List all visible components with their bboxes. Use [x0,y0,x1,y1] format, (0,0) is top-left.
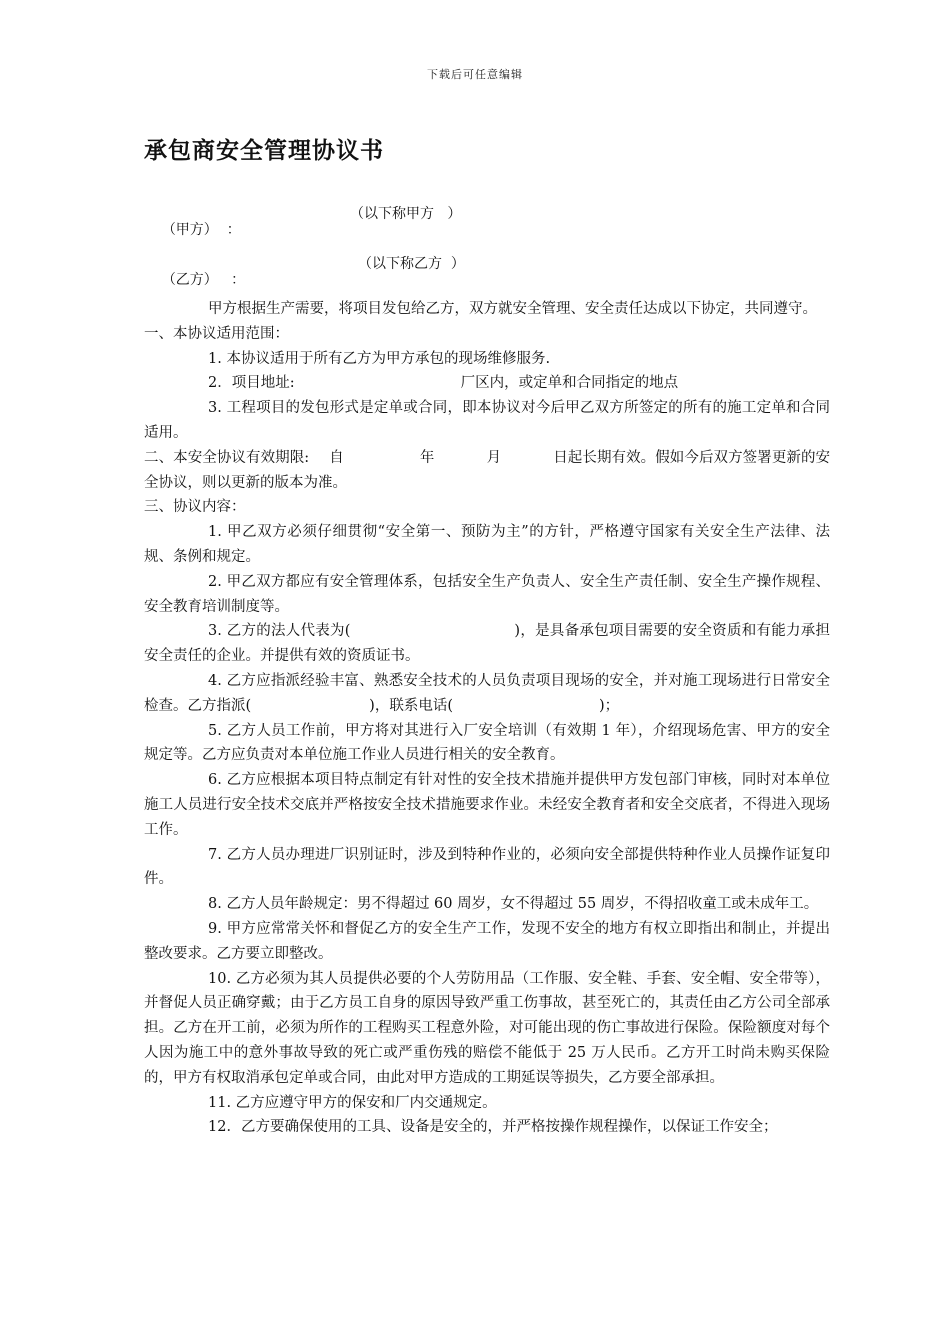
clause-10: 10. 乙方必须为其人员提供必要的个人劳防用品（工作服、安全鞋、手套、安全帽、安全带等），并督促人员正确穿戴；由于乙方员工自身的原因导致严重工伤事故，甚至死亡的，其责任由乙方公司全部承担。乙方在开工前，必须为所作的工程购买工程意外险，对可能出现的伤亡事故进行保险。保险额度对每个人因为施工中的意外事故导致的死亡或严重伤残的赔偿不能低于 25 万人民币。乙方开工时尚未购买保险的，甲方有权取消承包定单或合同，由此对甲方造成的工期延误等损失，乙方要全部承担。 [144,970,830,1086]
header-note: 下载后可任意编辑 [427,68,523,81]
party-b-label: （乙方） ： [161,272,246,288]
project-address-label: 2．项目地址: [208,375,295,392]
clause-2: 2. 甲乙双方都应有安全管理体系，包括安全生产负责人、安全生产责任制、安全生产操作规程、安全教育培训制度等。 [144,573,830,615]
project-address-text: 厂区内，或定单和合同指定的地点 [460,375,679,392]
validity-rest: 日起长期有效。假如今后双方签署更新的安全协议，则以更新的版本为准。 [144,449,831,491]
validity-year: 年 [419,449,435,466]
section-2-paragraph [144,446,830,496]
party-a-label: （甲方） ： [161,222,241,238]
clause-4-lead: 4. 乙方应指派经验丰富、熟悉安全技术的人员负责项目现场的安全，并对施工现场进行日常安全检查。乙方指派( [144,672,830,714]
section-1-item-1: 1. 本协议适用于所有乙方为甲方承包的现场维修服务. [208,350,551,367]
clause-3-rest: )，是具备承包项目需要的安全资质和有能力承担安全责任的企业。并提供有效的资质证书。 [144,623,830,665]
clause-12: 12．乙方要确保使用的工具、设备是安全的，并严格按操作规程操作，以保证工作安全； [208,1119,778,1136]
clause-11: 11. 乙方应遵守甲方的保安和厂内交通规定。 [208,1094,497,1111]
section-1-heading: 一、本协议适用范围： [144,325,289,342]
clause-8: 8. 乙方人员年龄规定：男不得超过 60 周岁，女不得超过 55 周岁，不得招收童工或未成年工。 [208,896,819,913]
clause-4 [144,669,830,719]
validity-label: 二、本安全协议有效期限: [144,449,310,466]
document-title: 承包商安全管理协议书 [144,138,384,164]
clause-5: 5. 乙方人员工作前，甲方将对其进行入厂安全培训（有效期 1 年），介绍现场危害、甲方的安全规定等。乙方应负责对本单位施工作业人员进行相关的安全教育。 [144,722,830,764]
section-1-item-2 [144,371,830,396]
clause-9: 9. 甲方应常常关怀和督促乙方的安全生产工作，发现不安全的地方有权立即指出和制止，并提出整改要求。乙方要立即整改。 [144,920,830,962]
clause-6: 6. 乙方应根据本项目特点制定有针对性的安全技术措施并提供甲方发包部门审核，同时对本单位施工人员进行安全技术交底并严格按安全技术措施要求作业。未经安全教育者和安全交底者，不得进入现场工作。 [144,772,830,838]
clause-3-lead: 3. 乙方的法人代表为( [208,623,351,640]
validity-from: 自 [329,449,344,466]
agreement-body [144,297,830,1140]
section-3-heading: 三、协议内容： [144,499,246,516]
clause-7: 7. 乙方人员办理进厂识别证时，涉及到特种作业的，必须向安全部提供特种作业人员操作证复印件。 [144,846,830,888]
party-b-note: （以下称乙方 ） [358,256,465,272]
intro-paragraph: 甲方根据生产需要，将项目发包给乙方，双方就安全管理、安全责任达成以下协定，共同遵守。 [208,301,817,317]
clause-4-end: )； [599,697,620,714]
clause-1: 1. 甲乙双方必须仔细贯彻“安全第一、预防为主”的方针，严格遵守国家有关安全生产法律、法规、条例和规定。 [144,524,830,565]
validity-month: 月 [486,449,502,466]
section-1-item-3: 3. 工程项目的发包形式是定单或合同，即本协议对今后甲乙双方所签定的所有的施工定单和合同适用。 [144,400,830,441]
party-a-note: （以下称甲方 ） [350,206,462,222]
clause-3 [144,619,830,669]
clause-4-phone: )，联系电话( [369,697,453,714]
